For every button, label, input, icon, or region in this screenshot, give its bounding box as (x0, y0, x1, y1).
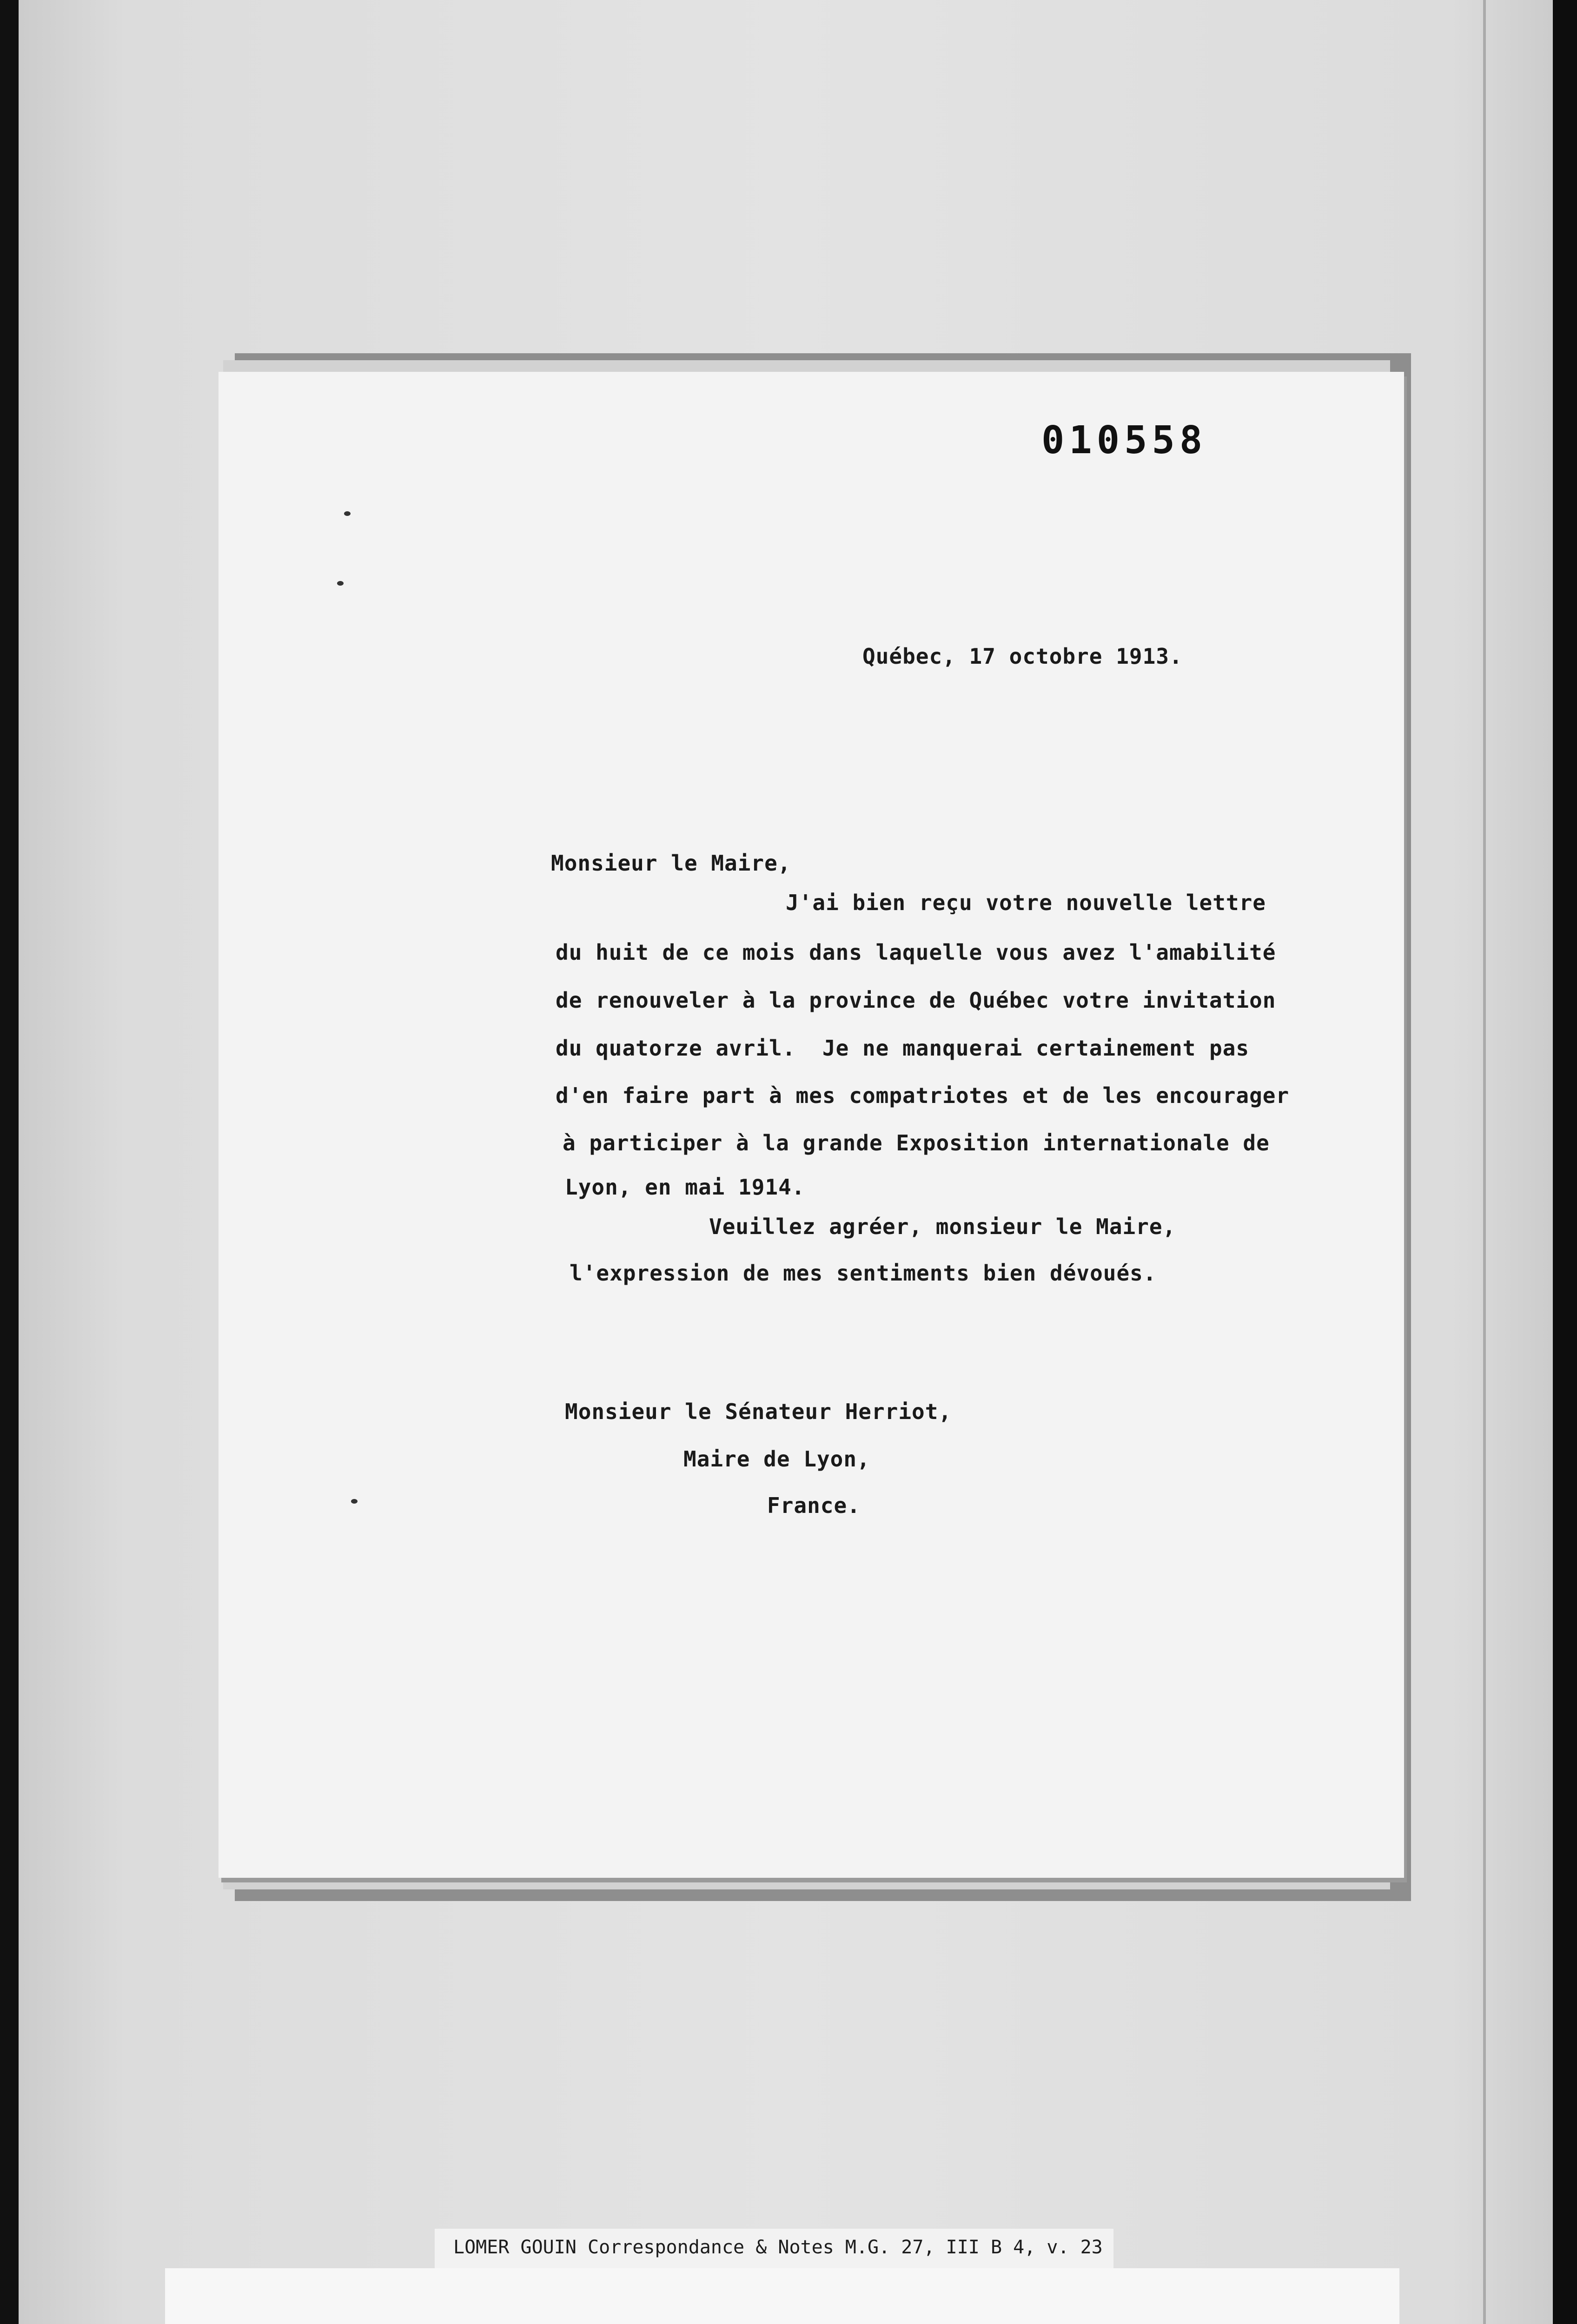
letter-page (219, 372, 1404, 1878)
body-line: Lyon, en mai 1914. (565, 1175, 805, 1200)
addressee-line: France. (767, 1493, 861, 1518)
reference-number: 010558 (1041, 418, 1207, 462)
body-line: J'ai bien reçu votre nouvelle lettre (786, 890, 1266, 915)
collection-label: LOMER GOUIN Correspondance & Notes M.G. 27, III B 4, v. 23 (453, 2237, 1103, 2258)
body-line: du huit de ce mois dans laquelle vous avez l'amabilité (556, 940, 1276, 965)
ink-speck (337, 581, 344, 586)
body-line: d'en faire part à mes compatriotes et de les encourager (556, 1083, 1290, 1108)
ink-speck (351, 1499, 358, 1504)
archive-stamp-box (165, 2268, 1399, 2324)
ink-speck (344, 511, 351, 516)
film-edge-left (0, 0, 19, 2324)
closing-line: l'expression de mes sentiments bien dévoués. (570, 1261, 1157, 1286)
film-edge-right (1553, 0, 1577, 2324)
salutation: Monsieur le Maire, (551, 851, 791, 876)
body-line: de renouveler à la province de Québec votre invitation (556, 988, 1276, 1013)
scan-fold-line (1483, 0, 1486, 2324)
addressee-line: Maire de Lyon, (683, 1446, 870, 1472)
body-line: à participer à la grande Exposition internationale de (563, 1130, 1270, 1155)
date-line: Québec, 17 octobre 1913. (862, 644, 1183, 669)
closing-line: Veuillez agréer, monsieur le Maire, (709, 1214, 1176, 1239)
body-line: du quatorze avril. Je ne manquerai certainement pas (556, 1036, 1250, 1061)
addressee-line: Monsieur le Sénateur Herriot, (565, 1399, 952, 1424)
